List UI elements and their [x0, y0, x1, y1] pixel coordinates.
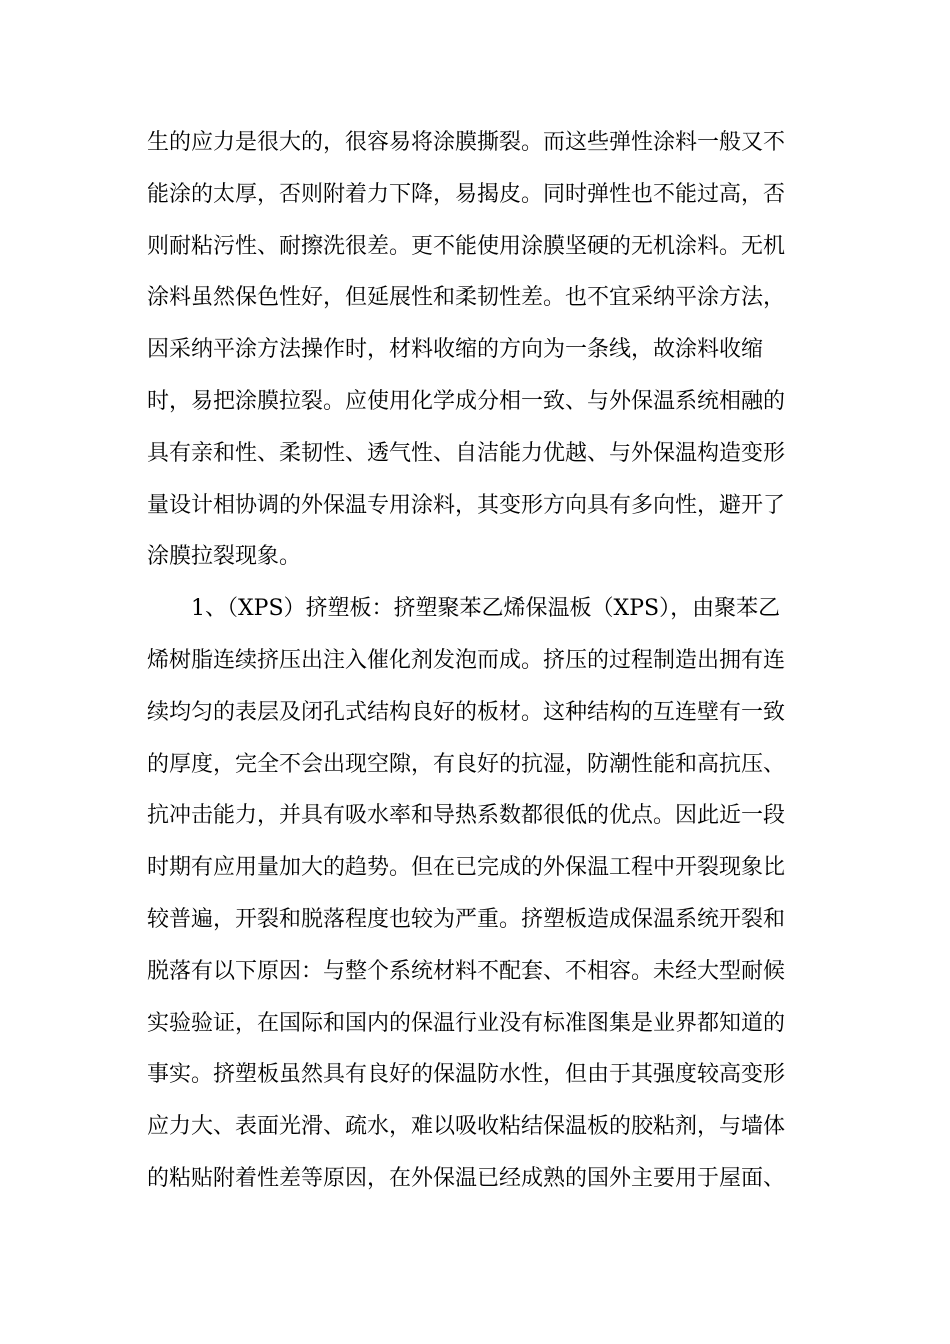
text-line: 事实。挤塑板虽然具有良好的保温防水性，但由于其强度较高变形 — [147, 1062, 786, 1088]
text-line: 烯树脂连续挤压出注入催化剂发泡而成。挤压的过程制造出拥有连 — [147, 647, 786, 673]
text-line: 涂膜拉裂现象。 — [147, 544, 302, 570]
text-line: 的厚度，完全不会出现空隙，有良好的抗湿，防潮性能和高抗压、 — [147, 751, 786, 777]
text-line: 较普遍，开裂和脱落程度也较为严重。挤塑板造成保温系统开裂和 — [147, 906, 786, 932]
paragraph-coating-cracking — [147, 117, 807, 583]
text-line: 实验验证，在国际和国内的保温行业没有标准图集是业界都知道的 — [147, 1010, 786, 1036]
text-line: 涂料虽然保色性好，但延展性和柔韧性差。也不宜采纳平涂方法， — [147, 285, 786, 311]
text-line: 续均匀的表层及闭孔式结构良好的板材。这种结构的互连壁有一致 — [147, 699, 786, 725]
text-line: 的粘贴附着性差等原因，在外保温已经成熟的国外主要用于屋面、 — [147, 1165, 786, 1191]
text-line: 脱落有以下原因：与整个系统材料不配套、不相容。未经大型耐候 — [147, 958, 786, 984]
text-line: 因采纳平涂方法操作时，材料收缩的方向为一条线，故涂料收缩 — [147, 337, 764, 363]
paragraph-xps-board — [147, 583, 807, 1205]
text-line: 能涂的太厚，否则附着力下降，易揭皮。同时弹性也不能过高，否 — [147, 181, 786, 207]
text-line: 量设计相协调的外保温专用涂料，其变形方向具有多向性，避开了 — [147, 492, 786, 518]
document-body — [147, 117, 807, 1205]
text-line: 则耐粘污性、耐擦洗很差。更不能使用涂膜坚硬的无机涂料。无机 — [147, 233, 786, 259]
text-line: 具有亲和性、柔韧性、透气性、自洁能力优越、与外保温构造变形 — [147, 440, 786, 466]
text-line: 抗冲击能力，并具有吸水率和导热系数都很低的优点。因此近一段 — [147, 803, 786, 829]
text-line: 1、（XPS）挤塑板：挤塑聚苯乙烯保温板（XPS），由聚苯乙 — [191, 596, 781, 622]
text-line: 时，易把涂膜拉裂。应使用化学成分相一致、与外保温系统相融的 — [147, 388, 786, 414]
text-line: 应力大、表面光滑、疏水，难以吸收粘结保温板的胶粘剂，与墙体 — [147, 1114, 786, 1140]
text-line: 生的应力是很大的，很容易将涂膜撕裂。而这些弹性涂料一般又不 — [147, 130, 786, 155]
text-line: 时期有应用量加大的趋势。但在已完成的外保温工程中开裂现象比 — [147, 855, 786, 881]
